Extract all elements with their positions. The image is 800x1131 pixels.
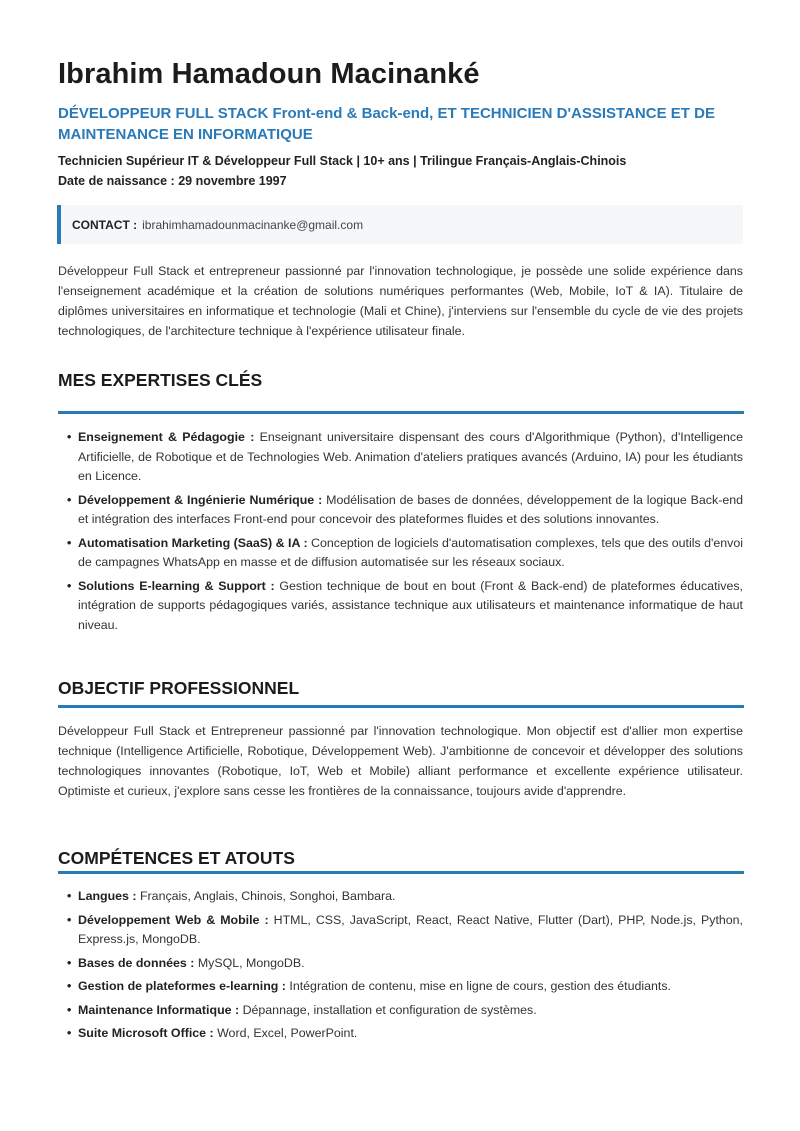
bullet-icon: •	[67, 1026, 72, 1040]
summary-paragraph: Développeur Full Stack et entrepreneur passionné par l'innovation technologique, je possède une solide expérience dans l'enseignement académique et la création de solutions numériques performantes (Web, Mobile, IoT & IA). Titulaire de diplômes universitaires en informatique et technologie (Mali et Chine), j'interviens sur l'ensemble du cycle de vie des projets technologiques, de l'architecture technique à l'expérience utilisateur finale.	[58, 264, 743, 338]
expertises-list	[58, 428, 743, 639]
item-term: Bases de données :	[78, 955, 195, 970]
item-term: Enseignement & Pédagogie :	[78, 430, 255, 444]
bullet-icon: •	[67, 578, 72, 593]
list-item	[58, 887, 743, 907]
subtitle: Technicien Supérieur IT & Développeur Full Stack | 10+ ans | Trilingue Français-Anglais-Chinois	[58, 154, 627, 168]
list-item	[58, 911, 743, 950]
section-title-expertises: MES EXPERTISES CLÉS	[58, 370, 263, 390]
item-term: Suite Microsoft Office :	[78, 1026, 214, 1040]
section-title-competences: COMPÉTENCES ET ATOUTS	[58, 848, 295, 868]
list-item	[58, 1024, 743, 1044]
item-term: Langues :	[78, 889, 137, 903]
item-term: Développement & Ingénierie Numérique :	[78, 492, 323, 507]
bullet-icon: •	[67, 535, 72, 550]
contact-box	[57, 205, 743, 244]
item-term: Développement Web & Mobile :	[78, 912, 269, 927]
bullet-icon: •	[67, 430, 72, 444]
item-term: Maintenance Informatique :	[78, 1002, 240, 1017]
bullet-icon: •	[67, 492, 72, 507]
list-item	[58, 428, 743, 487]
section-divider	[58, 411, 744, 414]
candidate-name: Ibrahim Hamadoun Macinanké	[58, 58, 480, 90]
job-headline: DÉVELOPPEUR FULL STACK Front-end & Back-end, ET TECHNICIEN D'ASSISTANCE ET DE MAINTENANCE EN INFORMATIQUE	[58, 105, 715, 143]
bullet-icon: •	[67, 979, 72, 993]
contact-email[interactable]: ibrahimhamadounmacinanke@gmail.com	[142, 217, 364, 232]
objectif-paragraph: Développeur Full Stack et Entrepreneur passionné par l'innovation technologique. Mon objectif est d'allier mon expertise technique (Intelligence Artificielle, Robotique, Développement Web). J'ambitionne de concevoir et développer des solutions technologiques innovantes (Robotique, IoT, Web et Mobile) alliant performance et excellente expérience utilisateur. Optimiste et curieux, j'explore sans cesse les frontières de la connaissance, toujours avide d'apprendre.	[58, 724, 743, 798]
item-term: Gestion de plateformes e-learning :	[78, 979, 286, 993]
contact-label: CONTACT :	[72, 217, 138, 232]
item-term: Automatisation Marketing (SaaS) & IA :	[78, 535, 308, 550]
item-text: Conception de logiciels d'automatisation complexes, tels que des outils d'envoi de campagnes WhatsApp en masse et de diffusion automatisée sur les réseaux sociaux.	[78, 535, 743, 569]
bullet-icon: •	[67, 1002, 72, 1017]
item-text: Modélisation de bases de données, développement de la logique Back-end et intégration des interfaces Front-end pour concevoir des plateformes fluides et des solutions innovantes.	[78, 492, 743, 526]
list-item	[58, 954, 743, 974]
bullet-icon: •	[67, 912, 72, 927]
bullet-icon: •	[67, 955, 72, 970]
item-text: HTML, CSS, JavaScript, React, React Native, Flutter (Dart), PHP, Node.js, Python, Express.js, MongoDB.	[78, 912, 744, 946]
section-divider	[58, 871, 744, 874]
item-text: Enseignant universitaire dispensant des cours d'Algorithmique (Python), d'Intelligence Artificielle, de Robotique et de Technologies Web. Animation d'ateliers pratiques avancés (Arduino, IA) pour les étudiants en Licence.	[78, 430, 743, 483]
section-divider	[58, 705, 744, 708]
bullet-icon: •	[67, 889, 72, 903]
section-title-objectif: OBJECTIF PROFESSIONNEL	[58, 678, 300, 698]
list-item	[58, 1001, 743, 1021]
item-term: Solutions E-learning & Support :	[78, 578, 275, 593]
item-text: Dépannage, installation et configuration de systèmes.	[242, 1002, 537, 1017]
item-text: Word, Excel, PowerPoint.	[217, 1026, 358, 1040]
item-text: Français, Anglais, Chinois, Songhoi, Bambara.	[139, 889, 396, 903]
competences-list	[58, 887, 743, 1048]
list-item	[58, 491, 743, 530]
birthdate: Date de naissance : 29 novembre 1997	[58, 174, 287, 188]
item-text: MySQL, MongoDB.	[197, 955, 305, 970]
list-item	[58, 534, 743, 573]
item-text: Gestion technique de bout en bout (Front & Back-end) de plateformes éducatives, intégration de supports pédagogiques variés, assistance technique aux utilisateurs et maintenance informatique de haut niveau.	[78, 578, 743, 632]
item-text: Intégration de contenu, mise en ligne de cours, gestion des étudiants.	[289, 979, 671, 993]
list-item	[58, 977, 743, 997]
list-item	[58, 577, 743, 636]
